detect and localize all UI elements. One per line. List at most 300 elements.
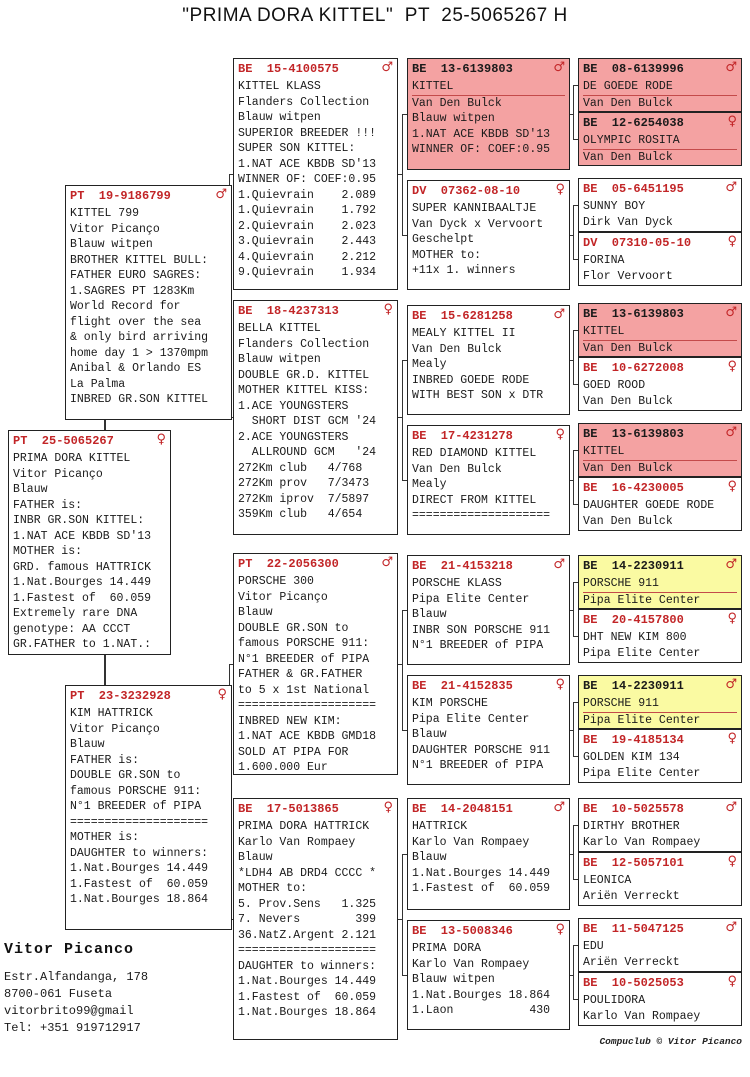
pedigree-text-line: PRIMA DORA HATTRICK (238, 820, 370, 833)
male-icon: ♂ (725, 557, 737, 572)
pedigree-text-line: Blauw witpen (412, 973, 495, 986)
box-header (583, 480, 737, 498)
pedigree-text-line: DOUBLE GR.SON to (70, 769, 181, 782)
pedigree-box-mm (233, 798, 398, 1040)
pedigree-text-line: Blauw (70, 738, 105, 751)
pedigree-text-line: famous PORSCHE 911: (238, 637, 370, 650)
pedigree-text-line: RED DIAMOND KITTEL (412, 447, 537, 460)
pedigree-text-line: FORINA (583, 254, 625, 267)
pedigree-text-line: FATHER EURO SAGRES: (70, 269, 202, 282)
ring-number: BE 16-4230005 (583, 481, 684, 495)
box-header (13, 433, 166, 451)
pedigree-text-line: DAUGHTER to winners: (70, 846, 209, 860)
female-icon: ♀ (727, 731, 737, 746)
pedigree-text-line: & only bird arriving (70, 331, 209, 344)
pedigree-text-line: ==================== (412, 509, 551, 522)
pedigree-box-mfm (407, 675, 570, 785)
pedigree-box-mmff (578, 798, 742, 852)
pedigree-text-line: HATTRICK (412, 820, 468, 833)
ring-number: BE 08-6139996 (583, 62, 684, 76)
box-header (583, 612, 737, 630)
pedigree-text-line: Karlo Van Rompaey (412, 957, 530, 971)
box-header (412, 183, 565, 201)
pedigree-text-line: FATHER is: (13, 498, 83, 512)
pedigree-text-line: 1.Nat.Bourges 18.864 (412, 988, 551, 1002)
pedigree-text-line: GRD. famous HATTRICK (13, 560, 152, 574)
ring-number: BE 15-4100575 (238, 62, 339, 76)
pedigree-text-line: GOLDEN KIM 134 (583, 751, 680, 764)
pedigree-text-line: 5. Prov.Sens 1.325 (238, 897, 377, 911)
pedigree-box-mmfm (578, 852, 742, 906)
pedigree-text-line: MEALY KITTEL II (412, 327, 516, 340)
pedigree-text-line: Karlo Van Rompaey (238, 835, 356, 849)
pedigree-text-line: MOTHER is: (13, 545, 83, 558)
pedigree-box-fmm (407, 425, 570, 535)
pedigree-box-mf (233, 553, 398, 775)
ring-number: BE 12-5057101 (583, 856, 684, 870)
pedigree-text-line: DAUGHTER to winners: (238, 959, 377, 973)
pedigree-text-line: Blauw (238, 606, 273, 619)
pedigree-text-line: KITTEL (412, 79, 565, 96)
pedigree-box-ffm (407, 180, 570, 290)
pedigree-text-line: ==================== (238, 699, 377, 712)
pedigree-text-line: Flanders Collection (238, 95, 370, 109)
pedigree-text-line: KITTEL (583, 324, 737, 341)
ring-number: BE 17-5013865 (238, 802, 339, 816)
box-header (238, 61, 393, 79)
pedigree-text-line: WINNER OF: COEF:0.95 (238, 173, 377, 186)
pedigree-text-line: Flanders Collection (238, 337, 370, 351)
female-icon: ♀ (727, 479, 737, 494)
pedigree-text-line: 7. Nevers 399 (238, 913, 377, 926)
ring-number: DV 07362-08-10 (412, 184, 521, 198)
connector-line (573, 205, 574, 260)
pedigree-text-line: Ariën Verreckt (583, 955, 680, 969)
pedigree-text-line: Van Den Bulck (412, 96, 502, 110)
pedigree-text-line: Pipa Elite Center (412, 712, 530, 726)
male-icon: ♂ (553, 307, 565, 322)
pedigree-text-line: LEONICA (583, 874, 632, 887)
connector-line (573, 450, 574, 505)
box-header (70, 688, 227, 706)
connector-line (573, 85, 574, 140)
pedigree-box-fmfm (578, 357, 742, 411)
pedigree-text-line: BELLA KITTEL (238, 322, 321, 335)
box-header (412, 428, 565, 446)
box-header (583, 115, 737, 133)
ring-number: BE 13-6139803 (583, 427, 684, 441)
pedigree-text-line: FATHER & GR.FATHER (238, 668, 363, 681)
pedigree-text-line: Extremely rare DNA (13, 607, 138, 620)
pedigree-text-line: INBRED GR.SON KITTEL (70, 393, 209, 406)
female-icon: ♀ (555, 677, 565, 692)
pedigree-text-line: Blauw witpen (238, 353, 321, 366)
box-header (583, 678, 737, 696)
pedigree-text-line: DIRTHY BROTHER (583, 820, 680, 833)
pedigree-text-line: genotype: AA CCCT (13, 622, 131, 636)
pedigree-text-line: PRIMA DORA KITTEL (13, 452, 131, 465)
box-header (412, 308, 565, 326)
pedigree-text-line: Mealy (412, 478, 447, 491)
pedigree-box-mff (407, 555, 570, 665)
pedigree-text-line: Van Den Bulck (412, 342, 502, 356)
box-header (583, 921, 737, 939)
pedigree-text-line: BROTHER KITTEL BULL: (70, 253, 209, 267)
ring-number: BE 13-6139803 (412, 62, 513, 76)
ring-number: BE 21-4153218 (412, 559, 513, 573)
pedigree-text-line: La Palma (70, 377, 126, 391)
box-header (583, 360, 737, 378)
male-icon: ♂ (215, 187, 227, 202)
pedigree-text-line: Vitor Picanço (70, 222, 160, 236)
pedigree-text-line: SHORT DIST GCM '24 (238, 415, 377, 428)
male-icon: ♂ (553, 800, 565, 815)
female-icon: ♀ (383, 800, 393, 815)
pedigree-box-ffff (578, 58, 742, 112)
pedigree-text-line: ALLROUND GCM '24 (238, 446, 377, 459)
connector-line (402, 610, 403, 731)
breeder-address-line2: 8700-061 Fuseta (4, 987, 113, 1001)
pedigree-box-fff (407, 58, 570, 170)
pedigree-text-line: 1.Quievrain 1.792 (238, 204, 377, 217)
pedigree-box-fmf (407, 305, 570, 415)
ring-number: BE 17-4231278 (412, 429, 513, 443)
box-header (412, 923, 565, 941)
pedigree-text-line: DOUBLE GR.SON to (238, 621, 349, 635)
pedigree-text-line: 1.Laon 430 (412, 1004, 551, 1017)
ring-number: BE 15-6281258 (412, 309, 513, 323)
pedigree-text-line: Blauw (13, 483, 48, 496)
pedigree-text-line: INBRED GOEDE RODE (412, 373, 530, 387)
pedigree-box-fm (233, 300, 398, 535)
page-title: "PRIMA DORA KITTEL" PT 25-5065267 H (182, 5, 568, 26)
box-header (583, 426, 737, 444)
pedigree-text-line: OLYMPIC ROSITA (583, 133, 737, 150)
pedigree-text-line: SUNNY BOY (583, 200, 646, 213)
pedigree-text-line: 1.Nat.Bourges 14.449 (412, 866, 551, 880)
pedigree-text-line: World Record for (70, 300, 181, 313)
ring-number: BE 11-5047125 (583, 922, 684, 936)
pedigree-text-line: Van Den Bulck (583, 150, 673, 164)
breeder-name: Vitor Picanco (4, 941, 135, 958)
box-header (238, 303, 393, 321)
pedigree-text-line: 1.NAT ACE KBDB SD'13 (238, 157, 377, 171)
male-icon: ♂ (725, 60, 737, 75)
pedigree-text-line: DIRECT FROM KITTEL (412, 493, 537, 507)
pedigree-box-mfmf (578, 675, 742, 729)
connector-line (402, 114, 403, 236)
pedigree-text-line: PORSCHE KLASS (412, 577, 502, 590)
pedigree-text-line: 272Km iprov 7/5897 (238, 492, 370, 506)
ring-number: BE 05-6451195 (583, 182, 684, 196)
pedigree-text-line: Pipa Elite Center (583, 713, 701, 727)
pedigree-text-line: Mealy (412, 358, 447, 371)
connector-line (573, 945, 574, 1000)
ring-number: PT 22-2056300 (238, 557, 339, 571)
pedigree-text-line: KITTEL (583, 444, 737, 461)
pedigree-text-line: 1.ACE YOUNGSTERS (238, 399, 349, 413)
pedigree-text-line: 1.Fastest of 60.059 (412, 882, 551, 895)
ring-number: BE 20-4157800 (583, 613, 684, 627)
breeder-address-line1: Estr.Alfandanga, 178 (4, 970, 149, 984)
pedigree-text-line: Karlo Van Rompaey (412, 835, 530, 849)
box-header (412, 558, 565, 576)
ring-number: BE 14-2230911 (583, 679, 684, 693)
pedigree-box-fmff (578, 303, 742, 357)
pedigree-text-line: Flor Vervoort (583, 269, 673, 283)
pedigree-text-line: WINNER OF: COEF:0.95 (412, 143, 551, 156)
pedigree-text-line: N°1 BREEDER of PIPA (412, 759, 544, 772)
male-icon: ♂ (725, 920, 737, 935)
pedigree-text-line: 2.Quievrain 2.023 (238, 219, 377, 233)
connector-line (402, 854, 403, 976)
pedigree-text-line: 1.NAT ACE KBDB SD'13 (13, 529, 152, 543)
pedigree-text-line: INBRED NEW KIM: (238, 714, 342, 728)
connector-line (573, 330, 574, 385)
female-icon: ♀ (727, 234, 737, 249)
pedigree-text-line: famous PORSCHE 911: (70, 784, 202, 798)
pedigree-box-mfmm (578, 729, 742, 783)
pedigree-text-line: PORSCHE 911 (583, 576, 737, 593)
pedigree-text-line: flight over the sea (70, 315, 202, 329)
pedigree-text-line: 1.Nat.Bourges 14.449 (13, 576, 152, 589)
connector-line (573, 825, 574, 880)
pedigree-text-line: DAUGHTER PORSCHE 911 (412, 743, 551, 757)
pedigree-text-line: INBR GR.SON KITTEL: (13, 514, 145, 527)
pedigree-box-fmmm (578, 477, 742, 531)
pedigree-text-line: 1.Quievrain 2.089 (238, 188, 377, 202)
ring-number: BE 14-2230911 (583, 559, 684, 573)
pedigree-box-f (65, 185, 232, 420)
female-icon: ♀ (555, 922, 565, 937)
pedigree-text-line: Vitor Picanço (238, 590, 328, 604)
pedigree-text-line: 272Km club 4/768 (238, 461, 363, 475)
pedigree-text-line: Van Den Bulck (583, 461, 673, 475)
pedigree-text-line: INBR SON PORSCHE 911 (412, 623, 551, 637)
box-header (583, 732, 737, 750)
pedigree-text-line: Karlo Van Rompaey (583, 835, 701, 849)
pedigree-text-line: Blauw (412, 608, 447, 621)
box-header (583, 181, 737, 199)
breeder-phone: Tel: +351 919712917 (4, 1021, 141, 1035)
female-icon: ♀ (555, 427, 565, 442)
pedigree-text-line: 1.600.000 Eur (238, 761, 328, 774)
box-header (412, 61, 565, 79)
pedigree-text-line: N°1 BREEDER of PIPA (412, 639, 544, 652)
pedigree-text-line: ==================== (70, 815, 209, 829)
pedigree-text-line: 1.Nat.Bourges 14.449 (238, 975, 377, 988)
pedigree-text-line: Van Den Bulck (583, 394, 673, 408)
pedigree-text-line: 1.Fastest of 60.059 (238, 990, 377, 1004)
box-header (583, 558, 737, 576)
male-icon: ♂ (553, 557, 565, 572)
pedigree-text-line: KITTEL KLASS (238, 80, 321, 93)
pedigree-text-line: FATHER is: (70, 753, 140, 767)
pedigree-text-line: 1.NAT ACE KBDB SD'13 (412, 127, 551, 141)
pedigree-text-line: Geschelpt (412, 233, 475, 246)
pedigree-text-line: Blauw (238, 851, 273, 864)
pedigree-text-line: 1.SAGRES PT 1283Km (70, 284, 195, 298)
pedigree-text-line: Blauw witpen (412, 112, 495, 125)
pedigree-box-mmf (407, 798, 570, 910)
pedigree-text-line: Ariën Verreckt (583, 889, 680, 903)
box-header (583, 61, 737, 79)
female-icon: ♀ (727, 974, 737, 989)
pedigree-box-ffmf (578, 178, 742, 232)
pedigree-text-line: PORSCHE 300 (238, 575, 314, 588)
pedigree-text-line: ==================== (238, 944, 377, 957)
pedigree-box-ffmm (578, 232, 742, 286)
pedigree-text-line: POULIDORA (583, 994, 646, 1007)
pedigree-text-line: 4.Quievrain 2.212 (238, 250, 377, 264)
female-icon: ♀ (156, 432, 166, 447)
pedigree-text-line: 1.Fastest of 60.059 (70, 877, 209, 891)
box-header (583, 235, 737, 253)
ring-number: BE 21-4152835 (412, 679, 513, 693)
pedigree-text-line: SUPER KANNIBAALTJE (412, 202, 537, 215)
pedigree-text-line: Vitor Picanço (13, 467, 103, 481)
pedigree-text-line: Blauw (412, 728, 447, 741)
pedigree-text-line: GOED ROOD (583, 379, 646, 392)
pedigree-text-line: KITTEL 799 (70, 207, 140, 220)
female-icon: ♀ (727, 611, 737, 626)
male-icon: ♂ (553, 60, 565, 75)
pedigree-text-line: 1.Nat.Bourges 18.864 (70, 893, 209, 906)
pedigree-text-line: 1.NAT ACE KBDB GMD18 (238, 730, 377, 743)
pedigree-box-m (65, 685, 232, 930)
pedigree-text-line: 2.ACE YOUNGSTERS (238, 430, 349, 444)
ring-number: BE 10-5025053 (583, 976, 684, 990)
pedigree-box-ff (233, 58, 398, 290)
female-icon: ♀ (217, 687, 227, 702)
pedigree-text-line: Blauw witpen (238, 111, 321, 124)
pedigree-text-line: SUPER SON KITTEL: (238, 142, 356, 155)
pedigree-text-line: +11x 1. winners (412, 264, 516, 277)
male-icon: ♂ (381, 555, 393, 570)
pedigree-text-line: Van Den Bulck (412, 462, 502, 476)
box-header (412, 801, 565, 819)
pedigree-box-mfff (578, 555, 742, 609)
ring-number: PT 25-5065267 (13, 434, 114, 448)
pedigree-text-line: MOTHER to: (238, 882, 308, 895)
pedigree-box-fffm (578, 112, 742, 166)
pedigree-text-line: *LDH4 AB DRD4 CCCC * (238, 866, 377, 880)
pedigree-text-line: Dirk Van Dyck (583, 215, 673, 229)
male-icon: ♂ (725, 425, 737, 440)
pedigree-text-line: 1.Nat.Bourges 14.449 (70, 862, 209, 875)
pedigree-text-line: SUPERIOR BREEDER !!! (238, 126, 377, 140)
pedigree-text-line: Vitor Picanço (70, 722, 160, 736)
pedigree-text-line: MOTHER is: (70, 831, 140, 844)
box-header (583, 855, 737, 873)
pedigree-text-line: PORSCHE 911 (583, 696, 737, 713)
pedigree-text-line: Blauw witpen (70, 238, 153, 251)
pedigree-text-line: N°1 BREEDER of PIPA (70, 800, 202, 813)
pedigree-text-line: KIM PORSCHE (412, 697, 488, 710)
pedigree-text-line: SOLD AT PIPA FOR (238, 745, 349, 759)
ring-number: BE 13-6139803 (583, 307, 684, 321)
box-header (238, 556, 393, 574)
pedigree-text-line: Anibal & Orlando ES (70, 362, 202, 375)
pedigree-box-mffm (578, 609, 742, 663)
pedigree-box-subject (8, 430, 171, 655)
pedigree-text-line: DE GOEDE RODE (583, 79, 737, 96)
pedigree-text-line: DHT NEW KIM 800 (583, 631, 687, 644)
pedigree-text-line: N°1 BREEDER of PIPA (238, 652, 370, 666)
pedigree-text-line: Pipa Elite Center (412, 592, 530, 606)
female-icon: ♀ (727, 854, 737, 869)
male-icon: ♂ (725, 305, 737, 320)
box-header (70, 188, 227, 206)
female-icon: ♀ (555, 182, 565, 197)
pedigree-text-line: MOTHER KITTEL KISS: (238, 384, 370, 397)
pedigree-text-line: 36.NatZ.Argent 2.121 (238, 928, 377, 942)
ring-number: PT 23-3232928 (70, 689, 171, 703)
male-icon: ♂ (725, 180, 737, 195)
pedigree-text-line: Pipa Elite Center (583, 593, 701, 607)
female-icon: ♀ (727, 114, 737, 129)
pedigree-text-line: MOTHER to: (412, 248, 482, 262)
pedigree-box-fmmf (578, 423, 742, 477)
pedigree-text-line: to 5 x 1st National (238, 683, 370, 697)
pedigree-text-line: 1.Fastest of 60.059 (13, 591, 152, 605)
ring-number: BE 19-4185134 (583, 733, 684, 747)
ring-number: PT 19-9186799 (70, 189, 171, 203)
pedigree-text-line: 9.Quievrain 1.934 (238, 266, 377, 279)
pedigree-text-line: Van Den Bulck (583, 341, 673, 355)
breeder-email: vitorbrito99@gmail (4, 1004, 134, 1018)
male-icon: ♂ (725, 800, 737, 815)
box-header (583, 306, 737, 324)
pedigree-box-mmmm (578, 972, 742, 1026)
ring-number: BE 10-5025578 (583, 802, 684, 816)
pedigree-text-line: Blauw (412, 851, 447, 864)
pedigree-text-line: WITH BEST SON x DTR (412, 389, 544, 402)
pedigree-text-line: 272Km prov 7/3473 (238, 477, 370, 490)
pedigree-text-line: KIM HATTRICK (70, 707, 153, 720)
connector-line (402, 360, 403, 481)
male-icon: ♂ (381, 60, 393, 75)
pedigree-text-line: Van Dyck x Vervoort (412, 217, 544, 231)
ring-number: BE 10-6272008 (583, 361, 684, 375)
box-header (583, 975, 737, 993)
software-credit: Compuclub © Vitor Picanco (599, 1036, 742, 1047)
pedigree-text-line: EDU (583, 940, 604, 953)
ring-number: BE 18-4237313 (238, 304, 339, 318)
ring-number: BE 12-6254038 (583, 116, 684, 130)
pedigree-text-line: 3.Quievrain 2.443 (238, 235, 377, 248)
connector-line (104, 655, 106, 686)
pedigree-text-line: home day 1 > 1370mpm (70, 346, 209, 360)
box-header (583, 801, 737, 819)
female-icon: ♀ (383, 302, 393, 317)
pedigree-text-line: DAUGHTER GOEDE RODE (583, 499, 715, 512)
box-header (412, 678, 565, 696)
ring-number: BE 14-2048151 (412, 802, 513, 816)
ring-number: DV 07310-05-10 (583, 236, 692, 250)
pedigree-box-mmm (407, 920, 570, 1030)
pedigree-text-line: 1.Nat.Bourges 18.864 (238, 1006, 377, 1019)
female-icon: ♀ (727, 359, 737, 374)
pedigree-box-mmmf (578, 918, 742, 972)
male-icon: ♂ (725, 677, 737, 692)
box-header (238, 801, 393, 819)
pedigree-text-line: Pipa Elite Center (583, 766, 701, 780)
pedigree-text-line: PRIMA DORA (412, 942, 482, 955)
pedigree-text-line: GR.FATHER to 1.NAT.: (13, 638, 152, 651)
pedigree-text-line: Pipa Elite Center (583, 646, 701, 660)
pedigree-text-line: Karlo Van Rompaey (583, 1009, 701, 1023)
